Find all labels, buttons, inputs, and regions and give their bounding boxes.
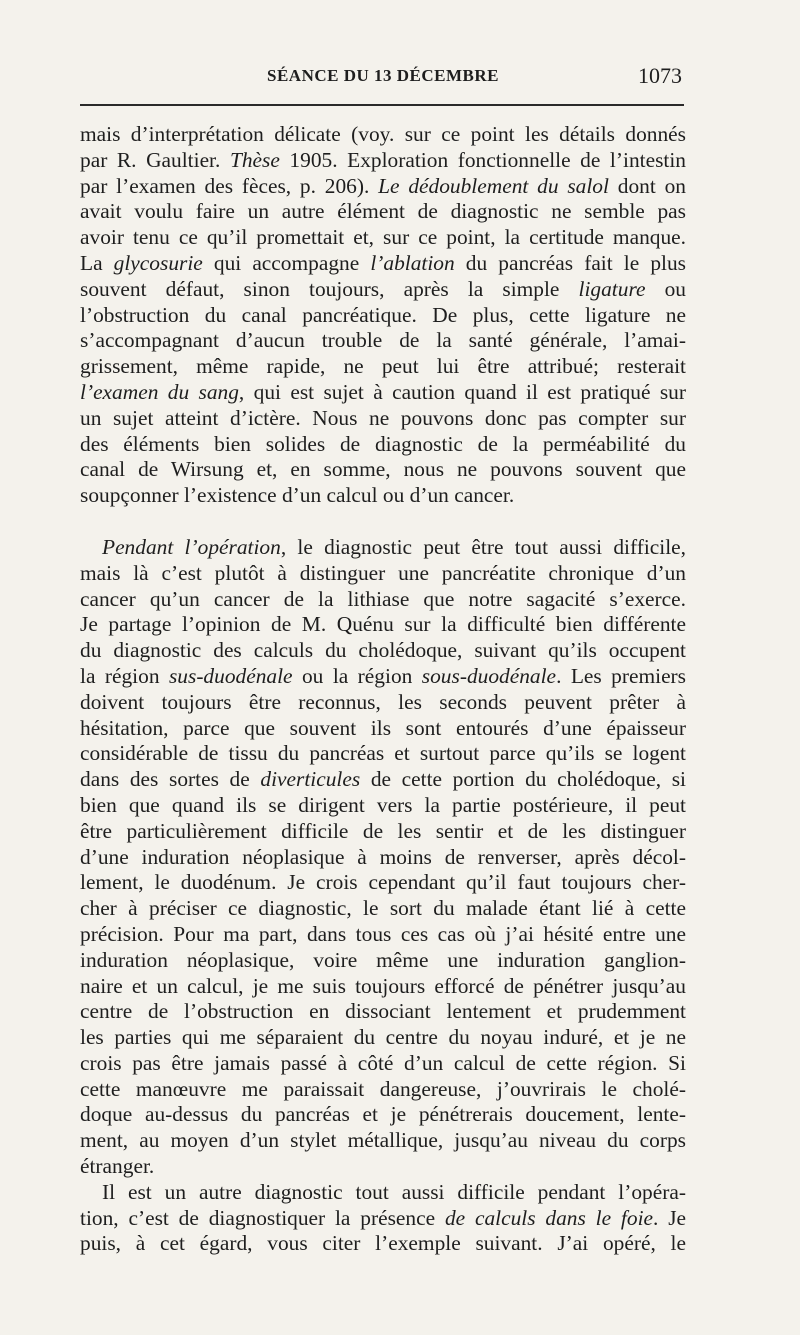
text-line: naire et un calcul, je me suis toujours efforcé de pénétrer jusqu’au [80,973,686,998]
text-line: s’accompagnant d’aucun trouble de la santé générale, l’amai- [80,328,686,353]
italic-text: Le dédoublement du salol [378,173,609,198]
text-line: cher à préciser ce diagnostic, le sort du malade étant lié à cette [80,896,686,921]
text-line: centre de l’obstruction en dissociant lentement et prudemment [80,999,686,1024]
text-line: étranger. [80,1154,155,1179]
text-line: des éléments bien solides de diagnostic de la perméabilité du [80,431,686,456]
paragraph-2 [80,535,686,1180]
text-line: précision. Pour ma part, dans tous ces cas où j’ai hésité entre une [80,921,686,946]
text-line: dans des sortes de diverticules de cette portion du cholédoque, si [80,767,686,792]
italic-text: l’ablation [370,250,455,275]
text-line: cette manœuvre me paraissait dangereuse, j’ouvrirais le cholé- [80,1076,686,1101]
page-header [80,62,686,96]
text-line: lement, le duodénum. Je crois cependant qu’il faut toujours cher- [80,870,686,895]
text-line: bien que quand ils se dirigent vers la partie postérieure, il peut [80,792,686,817]
text-line: les parties qui me séparaient du centre du noyau induré, et je ne [80,1025,686,1050]
paragraph-1 [80,122,686,509]
text-line: l’obstruction du canal pancréatique. De plus, cette ligature ne [80,302,686,327]
text-line: Pendant l’opération, le diagnostic peut être tout aussi difficile, [102,534,686,559]
italic-text: Thèse [229,147,280,172]
italic-text: Pendant l’opération [102,534,281,559]
page-number: 1073 [638,63,682,88]
text-line: un sujet atteint d’ictère. Nous ne pouvons donc pas compter sur [80,405,686,430]
text-line: ment, au moyen d’un stylet métallique, jusqu’au niveau du corps [80,1128,686,1153]
text-line: considérable de tissu du pancréas et surtout parce qu’ils se logent [80,741,686,766]
text-line: induration néoplasique, voire même une induration ganglion- [80,947,686,972]
italic-text: ligature [578,276,646,301]
italic-text: sous-duodénale [421,663,557,688]
text-line: soupçonner l’existence d’un calcul ou d’un cancer. [80,483,515,508]
italic-text: l’examen du sang [80,379,239,404]
text-line: par l’examen des fèces, p. 206). Le dédoublement du salol dont on [80,173,686,198]
italic-text: glycosurie [113,250,203,275]
text-line: doivent toujours être reconnus, les seconds peuvent prêter à [80,689,686,714]
italic-text: de calculs dans le foie [444,1205,654,1230]
text-line: l’examen du sang, qui est sujet à caution quand il est pratiqué sur [80,379,686,404]
text-line: par R. Gaultier. Thèse 1905. Exploration fonctionnelle de l’intestin [80,147,686,172]
body-text [80,122,686,1257]
text-line: hésitation, parce que souvent ils sont entourés d’une épaisseur [80,715,686,740]
text-line: doque au-dessus du pancréas et je pénétrerais doucement, lente- [80,1102,686,1127]
text-line: puis, à cet égard, vous citer l’exemple suivant. J’ai opéré, le [80,1231,686,1256]
text-line: Il est un autre diagnostic tout aussi difficile pendant l’opéra- [102,1179,686,1204]
text-line: cancer qu’un cancer de la lithiase que notre sagacité s’exerce. [80,586,686,611]
text-line: d’une induration néoplasique à moins de renverser, après décol- [80,844,686,869]
text-line: tion, c’est de diagnostiquer la présence de calculs dans le foie. Je [80,1205,687,1230]
text-line: souvent défaut, sinon toujours, après la simple ligature ou [80,276,686,301]
text-line: du diagnostic des calculs du cholédoque, suivant qu’ils occupent [80,638,686,663]
text-line: mais là c’est plutôt à distinguer une pancréatite chronique d’un [80,560,686,585]
text-line: être particulièrement difficile de les sentir et de les distinguer [80,818,686,843]
text-line: crois pas être jamais passé à côté d’un calcul de cette région. Si [80,1050,686,1075]
text-line: la région sus-duodénale ou la région sous-duodénale. Les premiers [80,663,687,688]
italic-text: diverticules [260,767,361,792]
text-line: La glycosurie qui accompagne l’ablation du pancréas fait le plus [80,250,686,275]
text-line: avait voulu faire un autre élément de diagnostic ne semble pas [80,199,686,224]
paragraph-3 [80,1180,686,1257]
header-rule [80,104,684,106]
text-line: avoir tenu ce qu’il promettait et, sur ce point, la certitude manque. [80,225,686,250]
text-line: grissement, même rapide, ne peut lui être attribué; resterait [80,354,686,379]
text-line: Je partage l’opinion de M. Quénu sur la difficulté bien différente [80,612,686,637]
running-head: SÉANCE DU 13 DÉCEMBRE [267,66,499,85]
text-line: canal de Wirsung et, en somme, nous ne pouvons souvent que [80,457,686,482]
text-line: mais d’interprétation délicate (voy. sur ce point les détails donnés [80,122,686,146]
italic-text: sus-duodénale [168,663,293,688]
